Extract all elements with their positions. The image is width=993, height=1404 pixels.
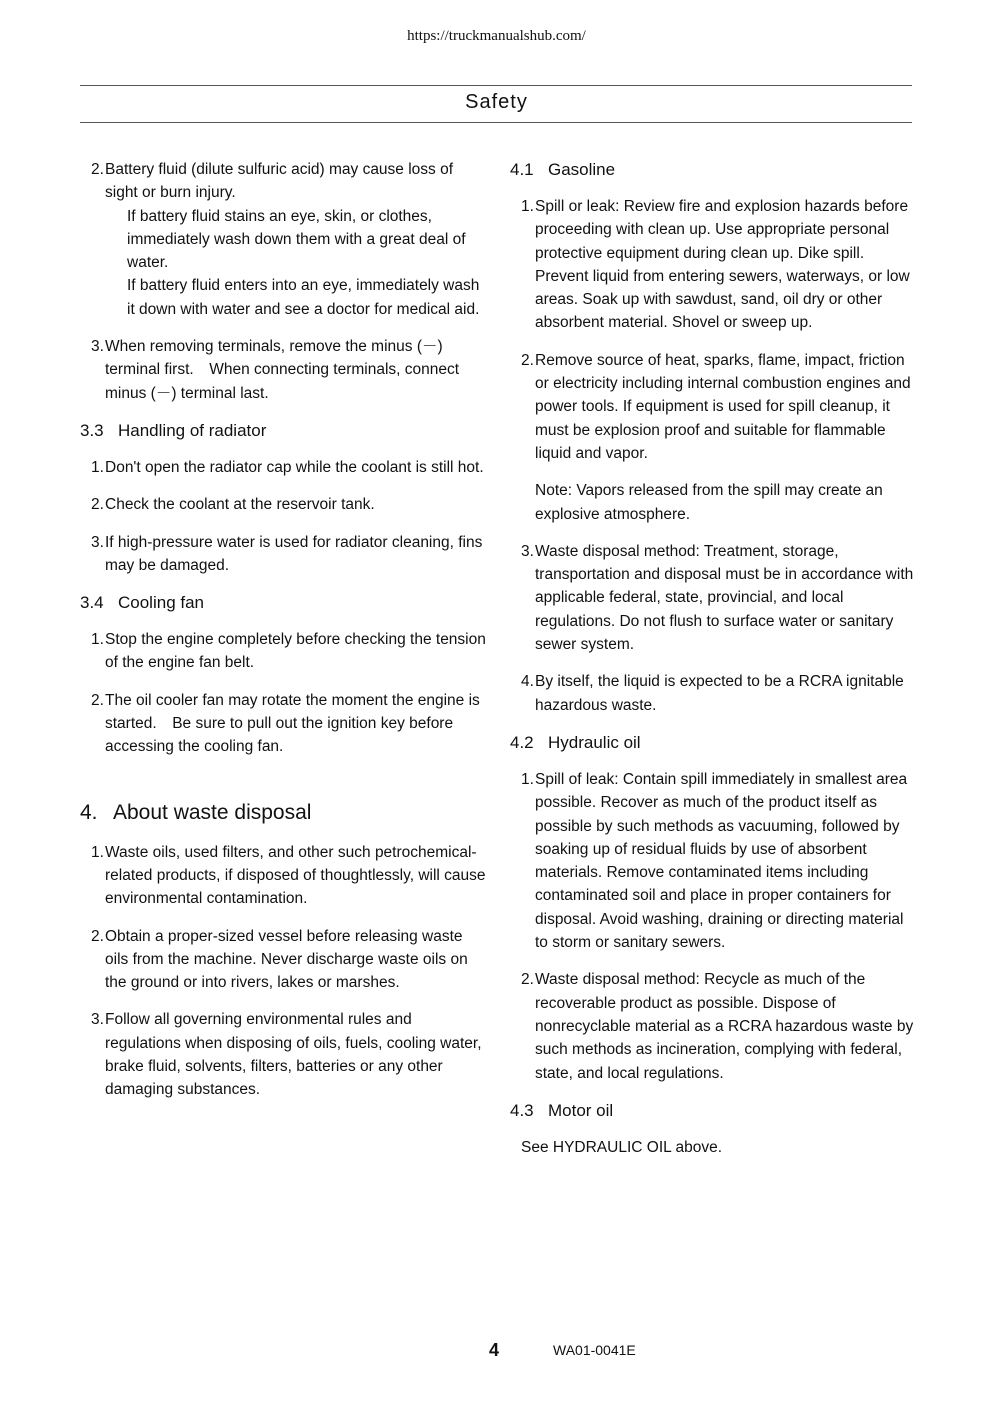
list-item: 2. The oil cooler fan may rotate the moment the engine is started. Be sure to pull out the ignition key before accessing the cooling fan. [91,691,480,756]
list-item: 1. Spill or leak: Review fire and explosion hazards before proceeding with clean up. Use appropriate personal protective equipment during clean up. Dike spill. Prevent liquid from entering sewers, waterways, or low areas. Soak up with sawdust, sand, oil dry or other absorbent material. Shovel or sweep up. [521,198,910,332]
list-item: 2. Remove source of heat, sparks, flame, impact, friction or electricity including internal combustion engines and power tools. If equipment is used for spill cleanup, it must be explosion proof and suitable for flammable liquid and vapor. [521,351,911,462]
source-url: https://truckmanualshub.com/ [407,28,586,44]
document-code: WA01-0041E [553,1342,636,1358]
list-item: 1. Don't open the radiator cap while the coolant is still hot. [91,458,484,476]
list-item: 1. Stop the engine completely before checking the tension of the engine fan belt. [91,631,486,672]
section-heading: 3.4 Cooling fan [80,593,205,613]
section-heading: 4.1 Gasoline [510,160,616,179]
page-title: Safety [465,91,528,113]
note-text: Note: Vapors released from the spill may create an explosive atmosphere. [535,482,883,523]
header-rule-bottom [80,122,912,123]
list-item: 3. If high-pressure water is used for radiator cleaning, fins may be damaged. [91,533,483,574]
list-item: 2. Check the coolant at the reservoir tank. [91,496,375,514]
item-text: When removing terminals, remove the minus (－) terminal first. When connecting terminals, connect minus (－) terminal last. [105,338,460,402]
chapter-heading: 4. About waste disposal [80,800,312,824]
list-item: 1. Spill of leak: Contain spill immediately in smallest area possible. Recover as much of the product itself as possible by such methods as vacuuming, followed by soaking up of residual fluids by use of absorbent materials. Remove contaminated items including contaminated soil and place in proper containers for disposal. Avoid washing, draining or directing material to storm or sanitary sewers. [521,770,908,952]
section-heading: 3.3 Handling of radiator [80,420,267,440]
item-subtext: If battery fluid enters into an eye, immediately wash it down with water and see a doctor for medical aid. [127,277,480,318]
list-item: 2. Battery fluid (dilute sulfuric acid) may cause loss of sight or burn injury. If battery fluid stains an eye, skin, or clothes, immediately wash down them with a great deal of water. If battery fluid enters into an eye, immediately wash it down with water and see a doctor for medical aid. [80,158,490,321]
section-heading: 4.3 Motor oil [510,1100,614,1120]
item-subtext: If battery fluid stains an eye, skin, or clothes, immediately wash down them with a great deal of water. [127,207,466,272]
page-number: 4 [489,1340,500,1360]
list-item: 2. Waste disposal method: Recycle as much of the recoverable product as possible. Dispose of nonrecyclable material as a RCRA hazardous waste by such methods as incineration, complying with federal, state, and local regulations. [521,971,914,1082]
list-item: 3. When removing terminals, remove the minus (－) terminal first. When connecting terminals, connect minus (－) terminal last. [80,335,490,405]
list-item: 2. Obtain a proper-sized vessel before releasing waste oils from the machine. Never discharge waste oils on the ground or into rivers, lakes or marshes. [91,927,468,992]
right-column [510,158,920,1173]
list-item: 1. Waste oils, used filters, and other such petrochemical-related products, if disposed of thoughtlessly, will cause environmental contamination. [91,843,486,908]
item-text: Battery fluid (dilute sulfuric acid) may cause loss of sight or burn injury. [105,161,454,202]
section-heading: 4.2 Hydraulic oil [510,732,641,752]
body-text: See HYDRAULIC OIL above. [521,1138,723,1156]
left-column [80,158,490,1116]
header-rule-top [80,85,912,86]
list-item: 4. By itself, the liquid is expected to be a RCRA ignitable hazardous waste. [521,673,904,714]
list-item: 3. Waste disposal method: Treatment, storage, transportation and disposal must be in accordance with applicable federal, state, provincial, and local regulations. Do not flush to surface water or sanitary sewer system. [521,542,914,654]
list-item: 3. Follow all governing environmental rules and regulations when disposing of oils, fuels, cooling water, brake fluid, solvents, filters, batteries or any other damaging substances. [91,1011,482,1099]
